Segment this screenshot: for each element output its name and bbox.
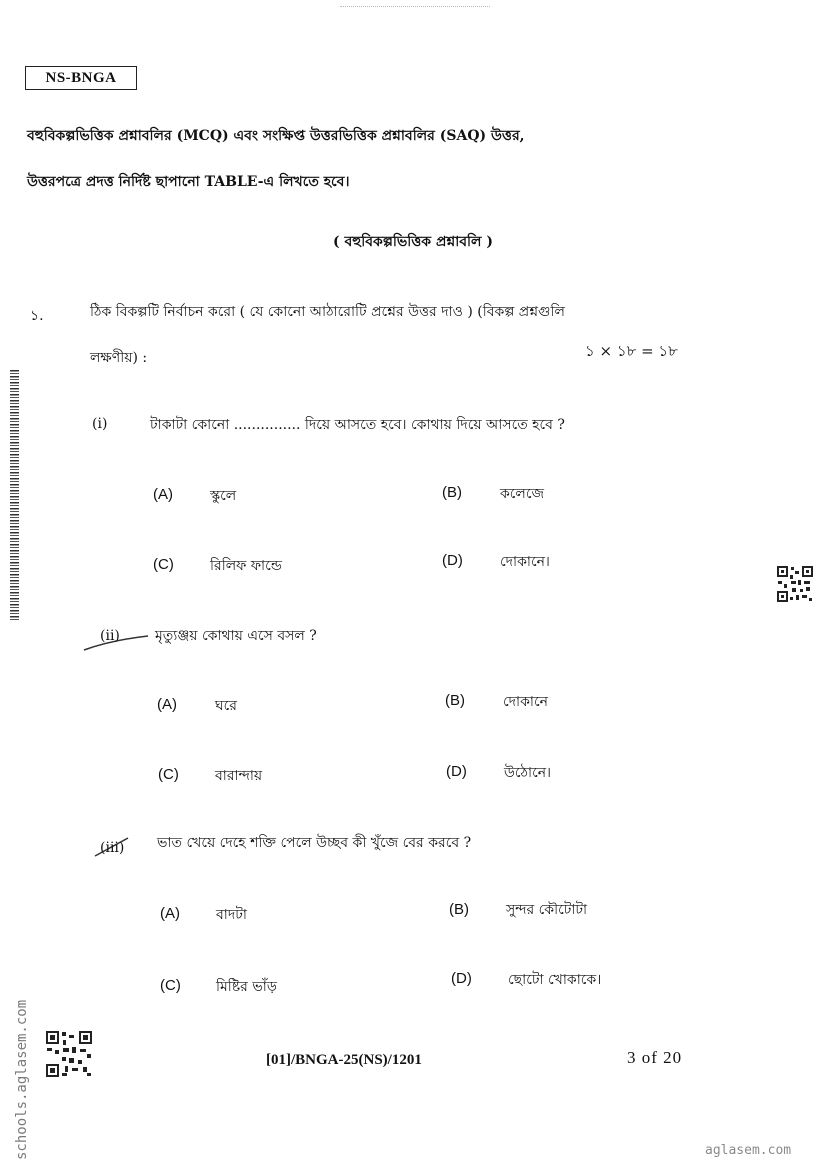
option-label: (B) bbox=[442, 484, 462, 501]
sub-question-text: মৃত্যুঞ্জয় কোথায় এসে বসল ? bbox=[155, 628, 317, 644]
instruction-line-2: উত্তরপত্রে প্রদত্ত নির্দিষ্ট ছাপানো TABLE-এ লিখতে হবে। bbox=[27, 174, 350, 190]
footer-paper-code: [01]/BNGA-25(NS)/1201 bbox=[266, 1052, 422, 1068]
qr-code-icon bbox=[45, 1030, 93, 1078]
scan-artifact-line bbox=[340, 6, 490, 8]
page-number: 3 of 20 bbox=[627, 1048, 683, 1067]
option-label: (B) bbox=[445, 692, 465, 709]
option-text: স্কুলে bbox=[210, 488, 237, 504]
sub-question-number: (i) bbox=[92, 416, 108, 432]
question-text-line-1: ঠিক বিকল্পটি নির্বাচন করো ( যে কোনো আঠারোটি প্রশ্নের উত্তর দাও ) (বিকল্প প্রশ্নগুলি bbox=[90, 304, 565, 320]
option-label: (A) bbox=[153, 486, 173, 503]
option-label: (C) bbox=[158, 766, 179, 783]
barcode-icon bbox=[10, 370, 19, 620]
option-text: কলেজে bbox=[500, 486, 545, 502]
option-text: উঠোনে। bbox=[504, 765, 552, 781]
option-label: (B) bbox=[449, 901, 469, 918]
instruction-line-1: বহুবিকল্পভিত্তিক প্রশ্নাবলির (MCQ) এবং সংক্ষিপ্ত উত্তরভিত্তিক প্রশ্নাবলির (SAQ) উত্তর, bbox=[27, 128, 525, 144]
option-text: মিষ্টির ভাঁড় bbox=[216, 979, 277, 995]
option-text: ঘরে bbox=[215, 698, 237, 714]
option-label: (D) bbox=[442, 552, 463, 569]
sub-question-text: টাকাটা কোনো ............... দিয়ে আসতে হবে। কোথায় দিয়ে আসতে হবে ? bbox=[150, 417, 565, 433]
watermark-bottom-right: aglasem.com bbox=[705, 1143, 792, 1158]
paper-code-box: NS-BNGA bbox=[25, 66, 137, 90]
sub-question-text: ভাত খেয়ে দেহে শক্তি পেলে উচ্ছব কী খুঁজে বের করবে ? bbox=[157, 835, 472, 851]
option-label: (D) bbox=[446, 763, 467, 780]
option-label: (C) bbox=[153, 556, 174, 573]
sub-question-number: (iii) bbox=[100, 840, 125, 856]
option-text: দোকানে। bbox=[500, 554, 550, 570]
option-label: (A) bbox=[160, 905, 180, 922]
option-label: (A) bbox=[157, 696, 177, 713]
qr-code-icon bbox=[776, 565, 814, 603]
question-marks: ১ × ১৮ = ১৮ bbox=[585, 342, 678, 360]
question-number: ১. bbox=[30, 308, 44, 324]
option-text: সুন্দর কৌটোটা bbox=[506, 902, 588, 918]
sub-question-number: (ii) bbox=[100, 628, 120, 644]
option-text: বাদটা bbox=[216, 907, 247, 923]
option-text: দোকানে bbox=[503, 694, 548, 710]
watermark-vertical: schools.aglasem.com bbox=[14, 999, 30, 1160]
option-text: ছোটো খোকাকে। bbox=[508, 972, 602, 988]
option-label: (D) bbox=[451, 970, 472, 987]
option-text: বারান্দায় bbox=[215, 768, 263, 784]
option-label: (C) bbox=[160, 977, 181, 994]
option-text: রিলিফ ফান্ডে bbox=[210, 558, 282, 574]
section-heading: ( বহুবিকল্পভিত্তিক প্রশ্নাবলি ) bbox=[333, 234, 493, 250]
question-text-line-2: লক্ষণীয়) : bbox=[90, 350, 148, 366]
